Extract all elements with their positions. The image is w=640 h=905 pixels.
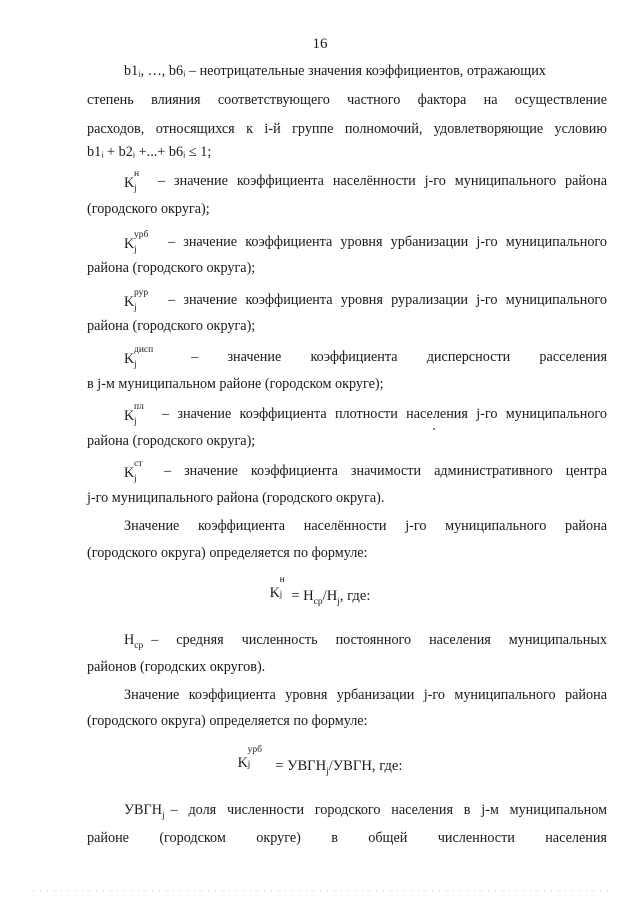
definition-line (124, 459, 607, 484)
word: значение (227, 349, 282, 365)
text-line: района (городского округа); (87, 318, 256, 334)
formula-sub: j (337, 596, 340, 607)
symbol-k-st: K ст j (124, 459, 143, 484)
text: b1ᵢ, …, b6ᵢ – неотрицательные значения коэффициентов, отражающих (124, 63, 546, 79)
text-line: Значение коэффициента уровня урбанизации j-го муниципального района (124, 687, 607, 703)
text-line: степень влияния соответствующего частного фактора на осуществление (87, 92, 607, 108)
formula-sub: ср (313, 596, 323, 607)
text-line: b1ᵢ + b2ᵢ +...+ b6ᵢ ≤ 1; (87, 144, 212, 160)
text: – доля численности городского населения в j-м муниципальном (170, 802, 607, 818)
scan-noise (30, 888, 610, 894)
text-line: расходов, относящихся к i-й группе полномочий, удовлетворяющие условию (87, 121, 607, 137)
definition-line (124, 345, 607, 370)
text-line: в j-м муниципальном районе (городском округе); (87, 376, 384, 392)
word: населения (545, 830, 607, 846)
scan-speck (433, 428, 435, 430)
definition-line (124, 230, 607, 255)
word: – (191, 349, 199, 365)
formula-part: = УВГН (271, 758, 327, 774)
word: численности (437, 830, 515, 846)
text-line: (городского округа); (87, 201, 210, 217)
symbol-k-n: K н j (269, 575, 285, 601)
definition-line (124, 288, 607, 313)
text: – значение коэффициента уровня рурализации j-го муниципального (168, 292, 607, 308)
definition-line (124, 402, 607, 427)
symbol-uvgn-j: $УВГН_j$ (124, 802, 165, 821)
symbol-k-urb: K урб j (237, 745, 262, 771)
formula-urbanizacii (0, 745, 640, 777)
symbol-h-cp: $Н_{ср}$ (124, 632, 144, 651)
formula-part: /Н (322, 588, 338, 604)
word: общей (368, 830, 408, 846)
formula-part: = Н (287, 588, 314, 604)
text: – значение коэффициента населённости j-го муниципального района (158, 173, 607, 189)
formula-naselennost (0, 575, 640, 607)
word: коэффициента (310, 349, 398, 365)
text-line: (городского округа) определяется по формуле: (87, 545, 368, 561)
definition-line (124, 631, 607, 649)
text-line: районов (городских округов). (87, 659, 266, 675)
definition-line (124, 801, 607, 819)
text-line: района (городского округа); (87, 260, 256, 276)
word: расселения (539, 349, 607, 365)
text: – значение коэффициента значимости административного центра (164, 463, 607, 479)
word: районе (87, 830, 129, 846)
text-line: района (городского округа); (87, 433, 256, 449)
text: – значение коэффициента уровня урбанизации j-го муниципального (168, 234, 607, 250)
text-line (87, 829, 607, 847)
word: округе) (256, 830, 301, 846)
text-line (124, 62, 607, 80)
word: в (331, 830, 338, 846)
word: дисперсности (426, 349, 511, 365)
formula-sub: j (326, 766, 329, 777)
definition-line (124, 169, 607, 194)
text-line: Значение коэффициента населённости j-го муниципального района (124, 518, 607, 534)
text-line: (городского округа) определяется по формуле: (87, 713, 368, 729)
text-line: j-го муниципального района (городского округа). (87, 490, 385, 506)
word: (городском (159, 830, 226, 846)
page-number: 16 (312, 36, 328, 52)
text: – значение коэффициента плотности населения j-го муниципального (162, 406, 607, 422)
symbol-k-urb: K урб j (124, 230, 149, 255)
symbol-k-pl: K пл j (124, 402, 144, 427)
symbol-k-disp: K дисп j (124, 345, 154, 370)
symbol-k-rur: K рур j (124, 288, 149, 313)
formula-part: /УВГН, где: (328, 758, 403, 774)
symbol-k-n: K н j (124, 169, 140, 194)
formula-part: , где: (339, 588, 371, 604)
text: – средняя численность постоянного населения муниципальных (151, 632, 607, 648)
